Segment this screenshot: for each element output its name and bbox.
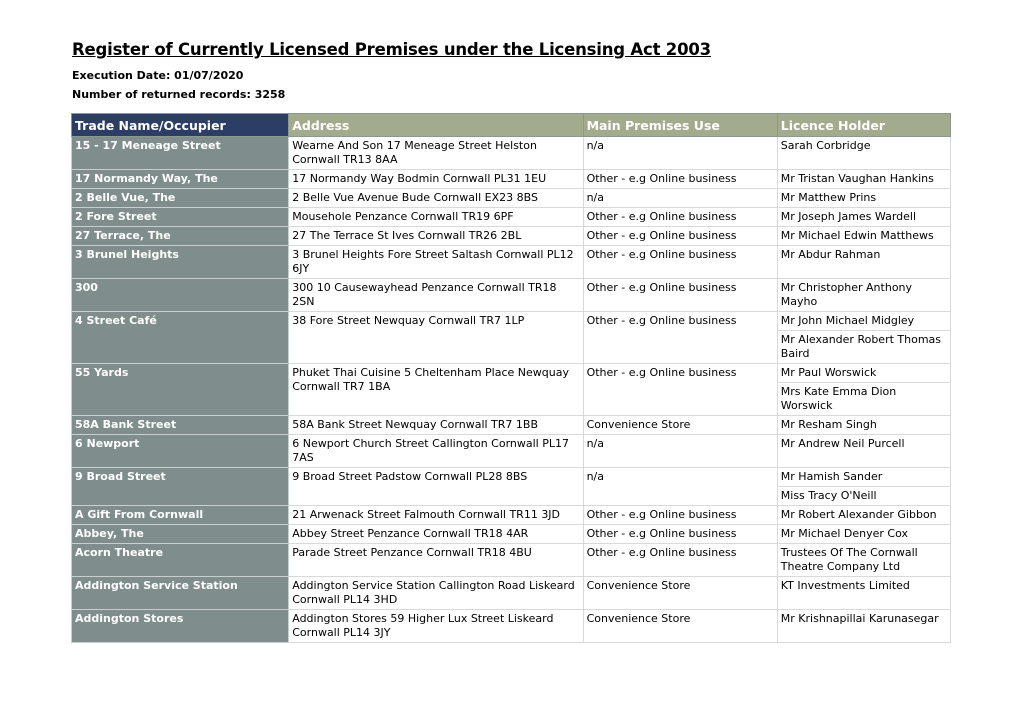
address-cell: Addington Service Station Callington Road Liskeard Cornwall PL14 3HD <box>289 577 583 610</box>
trade-name-cell: 9 Broad Street <box>72 468 289 506</box>
address-cell: Phuket Thai Cuisine 5 Cheltenham Place Newquay Cornwall TR7 1BA <box>289 364 583 416</box>
main-use-cell: Other - e.g Online business <box>583 506 777 525</box>
address-cell: 6 Newport Church Street Callington Cornwall PL17 7AS <box>289 435 583 468</box>
trade-name-cell: Acorn Theatre <box>72 544 289 577</box>
licence-holder-cell: Mrs Kate Emma Dion Worswick <box>777 383 950 416</box>
licence-holder-cell: Mr Paul Worswick <box>777 364 950 383</box>
table-row <box>72 312 951 331</box>
licence-holder-cell: Mr Tristan Vaughan Hankins <box>777 170 950 189</box>
licence-holder-cell: Mr Alexander Robert Thomas Baird <box>777 331 950 364</box>
licence-holder-cell: Mr Matthew Prins <box>777 189 950 208</box>
table-row <box>72 506 951 525</box>
main-use-cell: n/a <box>583 189 777 208</box>
record-count: Number of returned records: 3258 <box>72 88 286 101</box>
address-cell: 38 Fore Street Newquay Cornwall TR7 1LP <box>289 312 583 364</box>
licence-holder-cell: Mr Michael Denyer Cox <box>777 525 950 544</box>
main-use-cell: n/a <box>583 468 777 506</box>
trade-name-cell: 55 Yards <box>72 364 289 416</box>
main-use-cell: Other - e.g Online business <box>583 246 777 279</box>
trade-name-cell: 6 Newport <box>72 435 289 468</box>
table-row <box>72 435 951 468</box>
execution-date: Execution Date: 01/07/2020 <box>72 69 244 82</box>
main-use-cell: Other - e.g Online business <box>583 312 777 364</box>
column-header-licence-holder: Licence Holder <box>777 114 950 137</box>
trade-name-cell: 15 - 17 Meneage Street <box>72 137 289 170</box>
trade-name-cell: Addington Stores <box>72 610 289 643</box>
trade-name-cell: 2 Fore Street <box>72 208 289 227</box>
main-use-cell: n/a <box>583 435 777 468</box>
address-cell: Parade Street Penzance Cornwall TR18 4BU <box>289 544 583 577</box>
column-header-main-use: Main Premises Use <box>583 114 777 137</box>
table-row <box>72 468 951 487</box>
address-cell: Addington Stores 59 Higher Lux Street Liskeard Cornwall PL14 3JY <box>289 610 583 643</box>
main-use-cell: n/a <box>583 137 777 170</box>
licence-holder-cell: Mr Krishnapillai Karunasegar <box>777 610 950 643</box>
main-use-cell: Convenience Store <box>583 577 777 610</box>
licence-holder-cell: Miss Tracy O'Neill <box>777 487 950 506</box>
table-row <box>72 227 951 246</box>
licence-holder-cell: Mr Hamish Sander <box>777 468 950 487</box>
licence-holder-cell: Mr Abdur Rahman <box>777 246 950 279</box>
table-row <box>72 170 951 189</box>
address-cell: 3 Brunel Heights Fore Street Saltash Cornwall PL12 6JY <box>289 246 583 279</box>
table-row <box>72 577 951 610</box>
address-cell: 21 Arwenack Street Falmouth Cornwall TR11 3JD <box>289 506 583 525</box>
trade-name-cell: 3 Brunel Heights <box>72 246 289 279</box>
trade-name-cell: A Gift From Cornwall <box>72 506 289 525</box>
table-body <box>72 137 951 643</box>
address-cell: 58A Bank Street Newquay Cornwall TR7 1BB <box>289 416 583 435</box>
address-cell: 300 10 Causewayhead Penzance Cornwall TR18 2SN <box>289 279 583 312</box>
licence-holder-cell: KT Investments Limited <box>777 577 950 610</box>
main-use-cell: Other - e.g Online business <box>583 364 777 416</box>
trade-name-cell: 4 Street Café <box>72 312 289 364</box>
table-row <box>72 525 951 544</box>
table-row <box>72 208 951 227</box>
main-use-cell: Convenience Store <box>583 416 777 435</box>
main-use-cell: Other - e.g Online business <box>583 170 777 189</box>
trade-name-cell: Addington Service Station <box>72 577 289 610</box>
trade-name-cell: Abbey, The <box>72 525 289 544</box>
licence-holder-cell: Sarah Corbridge <box>777 137 950 170</box>
licence-holder-cell: Mr Andrew Neil Purcell <box>777 435 950 468</box>
premises-table <box>71 113 951 643</box>
trade-name-cell: 58A Bank Street <box>72 416 289 435</box>
licence-holder-cell: Mr Robert Alexander Gibbon <box>777 506 950 525</box>
trade-name-cell: 27 Terrace, The <box>72 227 289 246</box>
licence-holder-cell: Mr Christopher Anthony Mayho <box>777 279 950 312</box>
address-cell: 27 The Terrace St Ives Cornwall TR26 2BL <box>289 227 583 246</box>
table-row <box>72 416 951 435</box>
trade-name-cell: 2 Belle Vue, The <box>72 189 289 208</box>
main-use-cell: Other - e.g Online business <box>583 544 777 577</box>
table-row <box>72 189 951 208</box>
address-cell: Wearne And Son 17 Meneage Street Helston Cornwall TR13 8AA <box>289 137 583 170</box>
trade-name-cell: 17 Normandy Way, The <box>72 170 289 189</box>
table-row <box>72 364 951 383</box>
licence-holder-cell: Mr John Michael Midgley <box>777 312 950 331</box>
main-use-cell: Other - e.g Online business <box>583 227 777 246</box>
address-cell: 17 Normandy Way Bodmin Cornwall PL31 1EU <box>289 170 583 189</box>
table-row <box>72 137 951 170</box>
address-cell: 9 Broad Street Padstow Cornwall PL28 8BS <box>289 468 583 506</box>
table-header-row <box>72 114 951 137</box>
main-use-cell: Convenience Store <box>583 610 777 643</box>
main-use-cell: Other - e.g Online business <box>583 208 777 227</box>
table-row <box>72 279 951 312</box>
licence-holder-cell: Mr Resham Singh <box>777 416 950 435</box>
main-use-cell: Other - e.g Online business <box>583 525 777 544</box>
column-header-address: Address <box>289 114 583 137</box>
licence-holder-cell: Trustees Of The Cornwall Theatre Company Ltd <box>777 544 950 577</box>
main-use-cell: Other - e.g Online business <box>583 279 777 312</box>
table-row <box>72 544 951 577</box>
licence-holder-cell: Mr Joseph James Wardell <box>777 208 950 227</box>
page-title: Register of Currently Licensed Premises under the Licensing Act 2003 <box>72 40 711 59</box>
licence-holder-cell: Mr Michael Edwin Matthews <box>777 227 950 246</box>
column-header-trade-name: Trade Name/Occupier <box>72 114 289 137</box>
address-cell: 2 Belle Vue Avenue Bude Cornwall EX23 8BS <box>289 189 583 208</box>
trade-name-cell: 300 <box>72 279 289 312</box>
address-cell: Mousehole Penzance Cornwall TR19 6PF <box>289 208 583 227</box>
table-row <box>72 610 951 643</box>
table-row <box>72 246 951 279</box>
address-cell: Abbey Street Penzance Cornwall TR18 4AR <box>289 525 583 544</box>
